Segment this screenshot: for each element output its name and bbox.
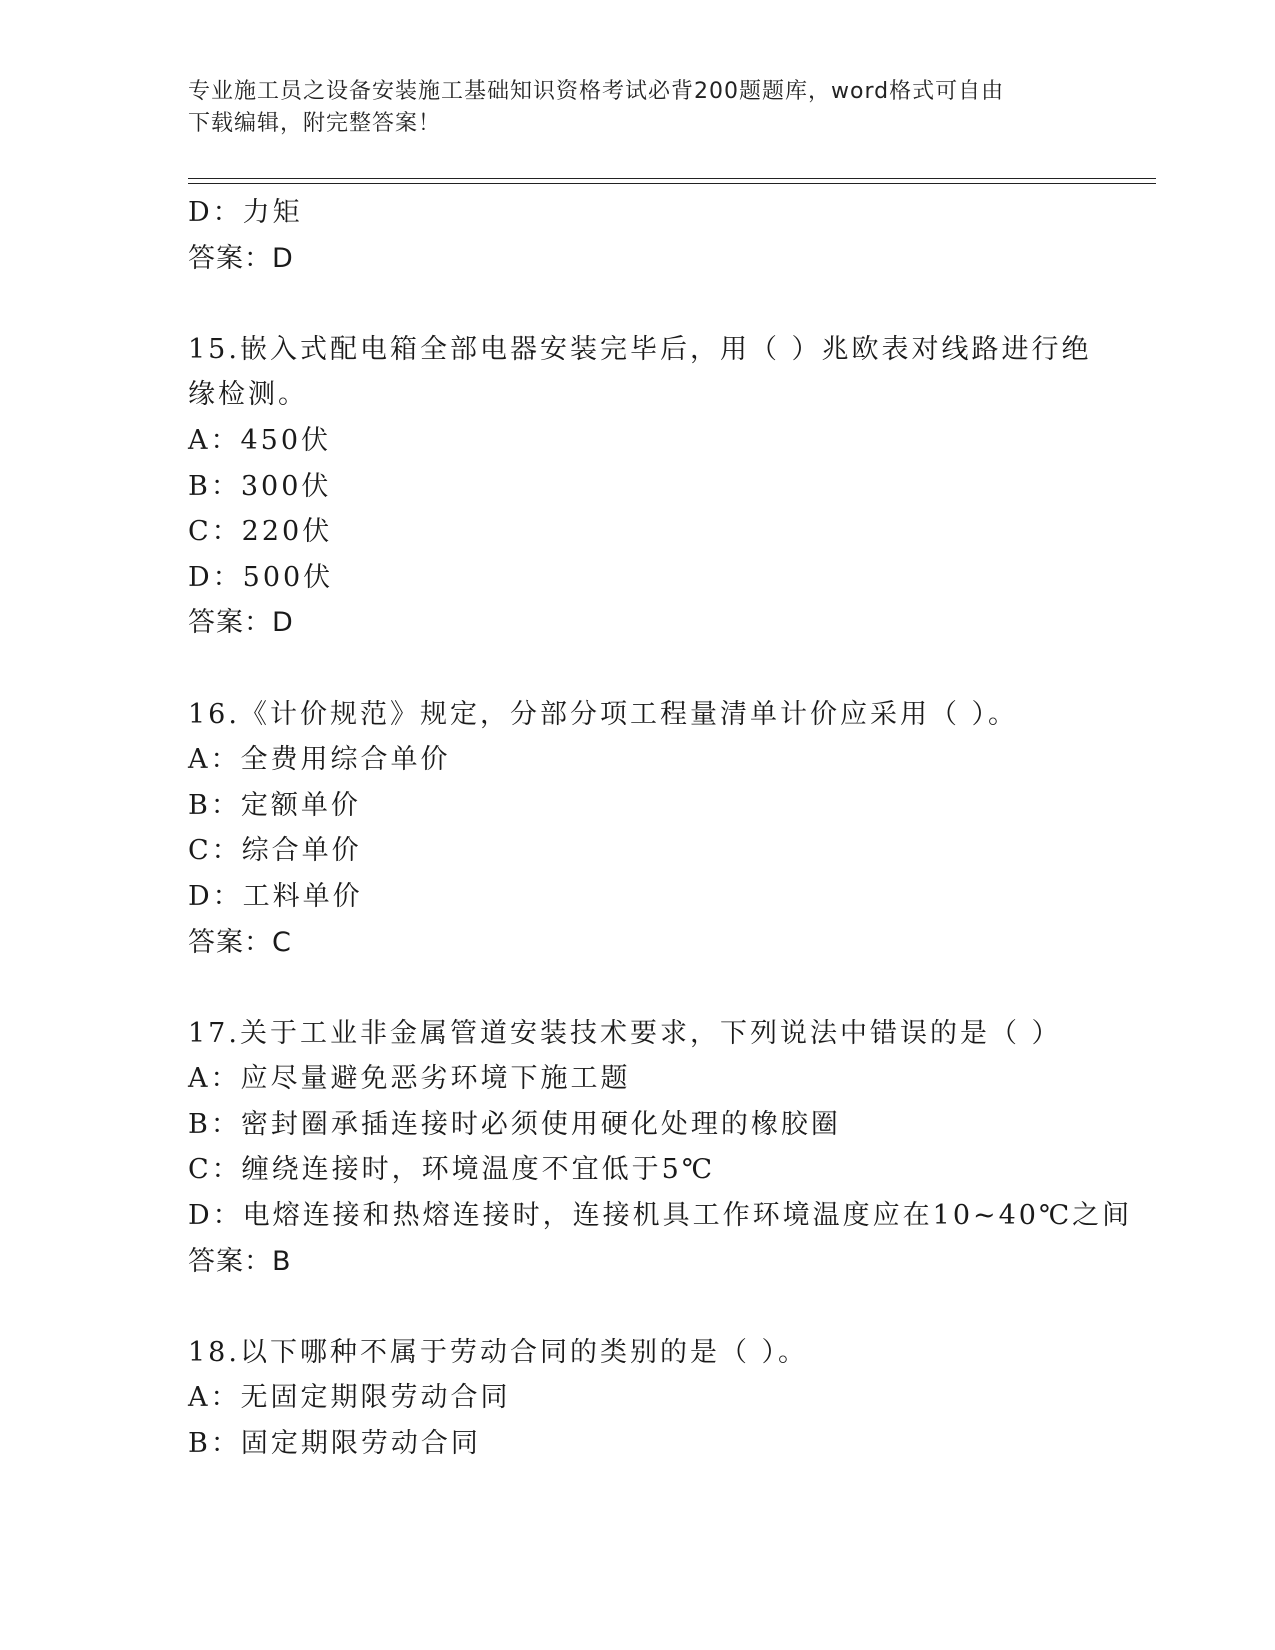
- option-a: A：全费用综合单价: [188, 744, 451, 776]
- option-c: C：综合单价: [188, 835, 362, 867]
- option-d: D：工料单价: [188, 880, 363, 912]
- header-divider-top: [188, 178, 1156, 179]
- option-a: A：450伏: [188, 424, 332, 456]
- option-c: C：220伏: [188, 516, 333, 548]
- question-text: 15.嵌入式配电箱全部电器安装完毕后，用（ ）兆欧表对线路进行绝: [188, 333, 1092, 365]
- document-header: [188, 76, 1068, 140]
- question-block: [188, 327, 1148, 646]
- option-a: A：无固定期限劳动合同: [188, 1382, 511, 1414]
- answer-line: 答案：C: [188, 926, 292, 958]
- answer-line: 答案：B: [188, 1245, 292, 1277]
- question-block: [188, 190, 1148, 281]
- question-list: [188, 190, 1148, 1467]
- question-block: [188, 692, 1148, 966]
- question-text: 18.以下哪种不属于劳动合同的类别的是（ ）。: [188, 1336, 809, 1368]
- option-b: B：定额单价: [188, 789, 361, 821]
- question-text: 16.《计价规范》规定，分部分项工程量清单计价应采用（ ）。: [188, 698, 1019, 730]
- answer-line: 答案：D: [188, 607, 294, 639]
- header-divider-bottom: [188, 183, 1156, 184]
- option-c: C：缠绕连接时，环境温度不宜低于5℃: [188, 1154, 716, 1186]
- option-b: B：密封圈承插连接时必须使用硬化处理的橡胶圈: [188, 1108, 841, 1140]
- option-b: B：300伏: [188, 470, 332, 502]
- option-b: B：固定期限劳动合同: [188, 1428, 481, 1460]
- question-text: 17.关于工业非金属管道安装技术要求，下列说法中错误的是（ ）: [188, 1017, 1062, 1049]
- option-a: A：应尽量避免恶劣环境下施工题: [188, 1063, 631, 1095]
- header-line-1: 专业施工员之设备安装施工基础知识资格考试必背200题题库，word格式可自由: [188, 79, 1005, 104]
- option-line: D：力矩: [188, 197, 303, 228]
- header-line-2: 下载编辑，附完整答案！: [188, 111, 442, 136]
- option-d: D：500伏: [188, 561, 334, 593]
- question-block: [188, 1330, 1148, 1467]
- answer-line: 答案：D: [188, 242, 294, 274]
- option-d: D：电熔连接和热熔连接时，连接机具工作环境温度应在10~40℃之间: [188, 1200, 1133, 1232]
- question-block: [188, 1011, 1148, 1285]
- question-text-continued: 缘检测。: [188, 379, 308, 411]
